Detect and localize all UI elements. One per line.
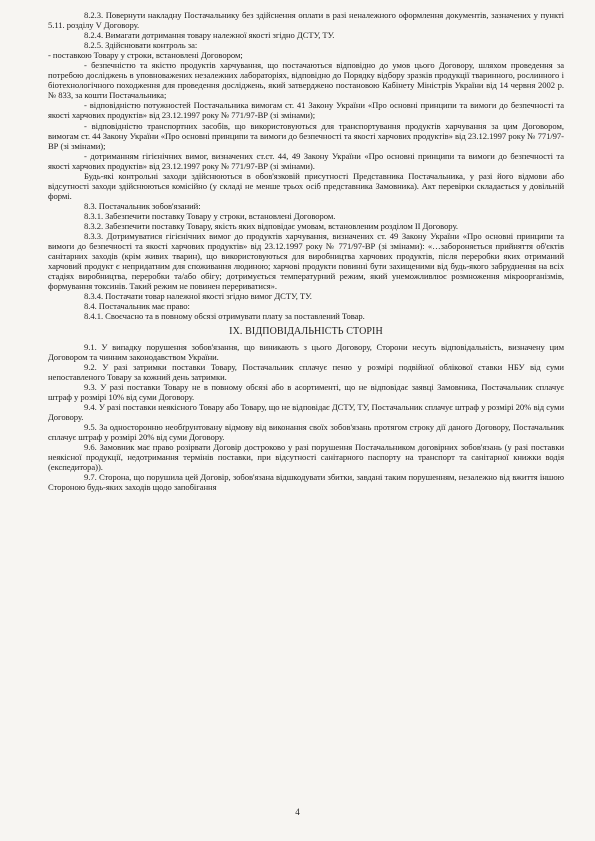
paragraph: - безпечністю та якістю продуктів харчування, що постачаються відповідно до умов цього Договору, шляхом проведення за потребою досліджень в уповноважених незалежних лабораторіях, відповідно до Порядку відбору зразків продукції тваринного, рослинного і біотехнологічного походження для проведення досліджень, який затверджено постановою Кабінету Міністрів України від 14 червня 2002 р. № 833, за кошти Постачальника;	[48, 60, 564, 101]
paragraph: - дотриманням гігієнічних вимог, визначених ст.ст. 44, 49 Закону України «Про основні принципи та вимоги до безпечності та якості харчових продуктів» від 23.12.1997 року № 771/97-ВР (зі змінами).	[48, 150, 564, 171]
paragraph: - відповідністю потужностей Постачальника вимогам ст. 41 Закону України «Про основні принципи та вимоги до безпечності та якості харчових продуктів» від 23.12.1997 року № 771/97-ВР (зі змінами);	[48, 100, 564, 121]
paragraph: 9.2. У разі затримки поставки Товару, Постачальник сплачує пеню у розмірі подвійної облікової ставки НБУ від суми непоставленого Товару за кожний день затримки.	[48, 361, 564, 382]
paragraph: 9.1. У випадку порушення зобов'язання, що виникають з цього Договору, Сторони несуть відповідальність, визначену цим Договором та чинним законодавством України.	[48, 341, 564, 362]
paragraph: 9.3. У разі поставки Товару не в повному обсязі або в асортименті, що не відповідає заявці Замовника, Постачальник сплачує штраф у розмірі 10% від суми Договору.	[48, 381, 564, 402]
paragraph: 8.3.2. Забезпечити поставку Товару, якість яких відповідає умовам, встановленим розділом ІІ Договору.	[84, 220, 458, 231]
section-ix-text	[48, 342, 564, 493]
paragraph: 8.4. Постачальник має право:	[84, 301, 190, 312]
paragraph: 8.4.1. Своєчасно та в повному обсязі отримувати плату за поставлений Товар.	[84, 311, 365, 322]
paragraph: 9.7. Сторона, що порушила цей Договір, зобов'язана відшкодувати збитки, завдані таким порушенням, незалежно від вжиття іншою Стороною будь-яких заходів щодо запобігання	[48, 472, 564, 493]
section-viii-text	[48, 10, 564, 321]
paragraph: 8.2.3. Повернути накладну Постачальнику без здійснення оплати в разі неналежного оформлення документів, зазначених у пункті 5.11. розділу V Договору.	[48, 10, 564, 31]
paragraph: 9.5. За односторонню необґрунтовану відмову від виконання своїх зобов'язань протягом строку дії даного Договору, Постачальник сплачує штраф у розмірі 20% від суми Договору.	[48, 421, 564, 442]
paragraph: 8.3.1. Забезпечити поставку Товару у строки, встановлені Договором.	[84, 210, 336, 221]
paragraph: Будь-які контрольні заходи здійснюються в обов'язковій присутності Представника Постачальника, у разі його відмови або відсутності заходи здійснюються комісійно (у складі не менше трьох осіб представника Замовника). Акт перевірки складається у довільній формі.	[48, 170, 564, 201]
paragraph: 9.4. У разі поставки неякісного Товару або Товару, що не відповідає ДСТУ, ТУ, Постачальник сплачує штраф у розмірі 20% від суми Договору.	[48, 401, 564, 422]
paragraph: 8.3. Постачальник зобов'язаний:	[84, 200, 201, 211]
contract-text	[48, 10, 564, 492]
page-number: 4	[295, 807, 300, 817]
paragraph: 8.3.3. Дотримуватися гігієнічних вимог до продуктів харчування, визначених ст. 49 Закону України «Про основні принципи та вимоги до безпечності та якості харчових продуктів» від 23.12.1997 року № 771/97-ВР (зі змінами): «…забороняється прийняття об'єктів санітарних заходів (крім живих тварин), що використовуються для виробництва харчових продуктів, після переробки яких отриманий харчовий продукт є непридатним для споживання людиною; харчові продукти повинні бути захищеними від будь-якого забруднення на всіх стадіях виробництва, переробки та/або обігу; дотримується температурний режим, який унеможливлює розмноження мікроорганізмів, формування токсинів. Такий режим не повинен перериватися».	[48, 231, 564, 292]
paragraph: 8.3.4. Постачати товар належної якості згідно вимог ДСТУ, ТУ.	[84, 291, 312, 302]
paragraph: - поставкою Товару у строки, встановлені Договором;	[48, 50, 243, 61]
paragraph: 9.6. Замовник має право розірвати Договір достроково у разі порушення Постачальником договірних зобов'язань (у разі поставки неякісної продукції, недотримання термінів поставки, при відсутності санітарного паспорту на транспорт та санітарної книжки водія (експедитора)).	[48, 441, 564, 473]
paragraph: - відповідністю транспортних засобів, що використовуються для транспортування продуктів харчування за цим Договором, вимогам ст. 44 Закону України «Про основні принципи та вимоги до безпечності та якості харчових продуктів» від 23.12.1997 року № 771/97-ВР (зі змінами);	[48, 120, 564, 151]
paragraph: 8.2.5. Здійснювати контроль за:	[84, 40, 198, 51]
section-heading: ІХ. ВІДПОВІДАЛЬНІСТЬ СТОРІН	[229, 326, 383, 338]
paragraph: 8.2.4. Вимагати дотримання товару належної якості згідно ДСТУ, ТУ.	[84, 30, 335, 41]
